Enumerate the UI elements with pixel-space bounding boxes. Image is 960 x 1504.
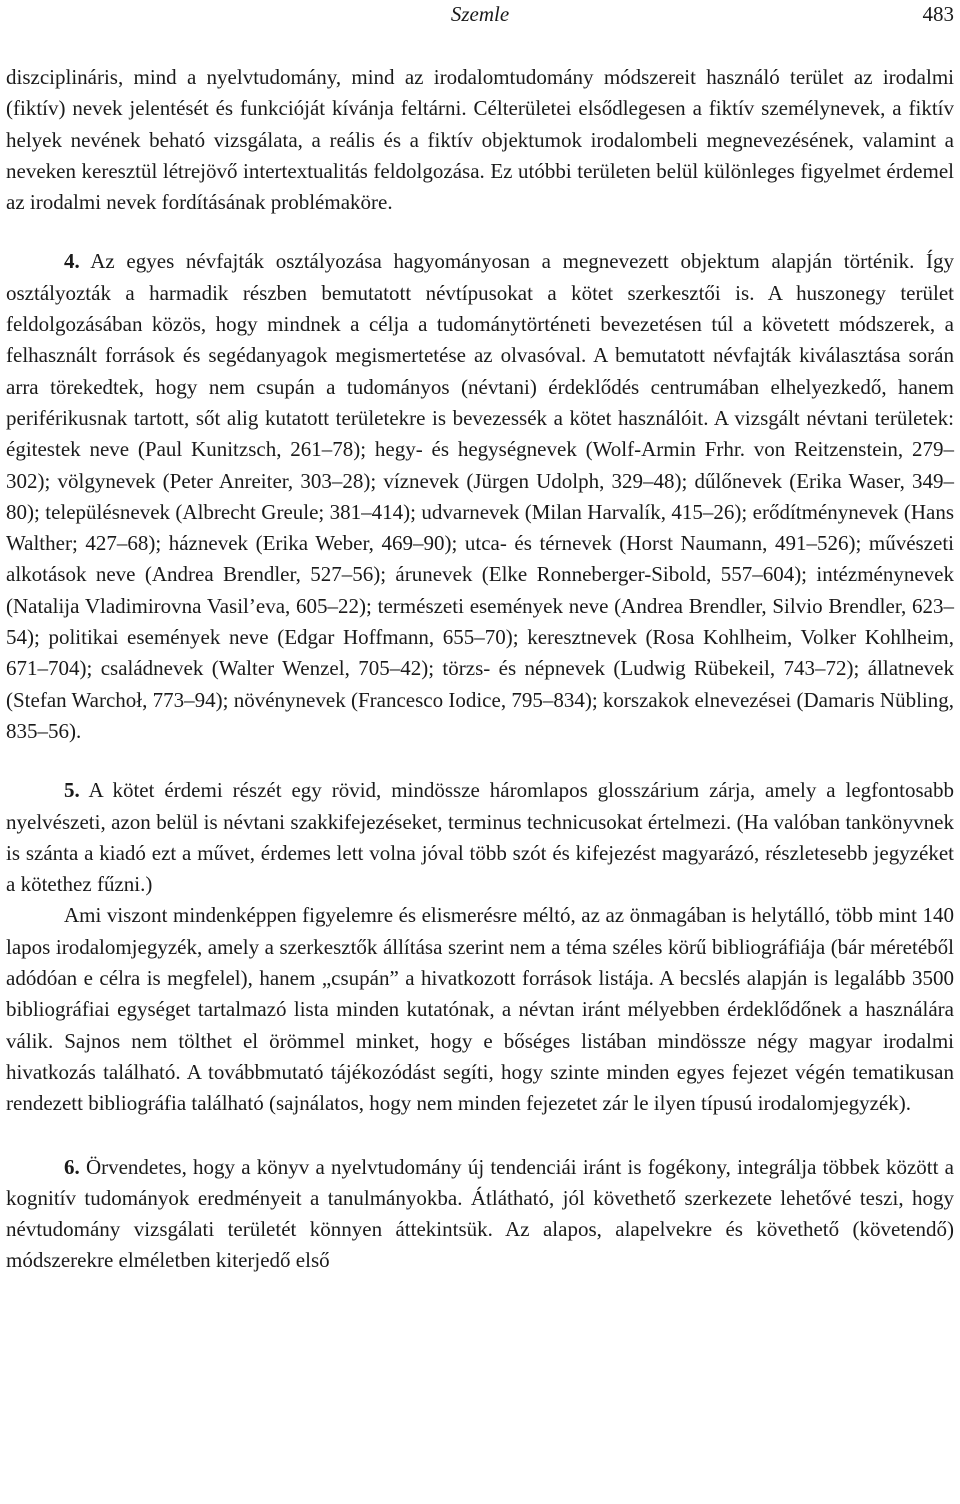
article-body <box>6 62 954 1277</box>
section-number-6: 6. <box>64 1154 80 1179</box>
paragraph-5-text: Örvendetes, hogy a könyv a nyelvtudomány új tendenciái iránt is fogékony, integrálja többek között a kognitív tudományok eredményeit a tanulmányokba. Átlátható, jól követhető szerkezete lehetővé teszi, hogy névtudomány vizsgálati területét könnyen áttekintsük. Az alapos, alapelvekre és követhető (követendő) módszerekre elméletben kiterjedő első <box>6 1154 954 1273</box>
paragraph-5 <box>6 1152 954 1277</box>
paragraph-3 <box>6 775 954 900</box>
section-title: Szemle <box>450 2 510 26</box>
paragraph-1: diszciplináris, mind a nyelvtudomány, mind az irodalomtudomány módszereit használó terület az irodalmi (fiktív) nevek jelentését és funkcióját kívánja feltárni. Célterületei elsődlegesen a fiktív személynevek, a fiktív helyek nevének beható vizsgálata, a reális és a fiktív objektumok irodalombeli megnevezésének, valamint a neveken keresztül létrejövő intertextualitás feldolgozása. Ez utóbbi területen belül különleges figyelmet érdemel az irodalmi nevek fordításának problémaköre. <box>6 65 954 215</box>
paragraph-3-text: A kötet érdemi részét egy rövid, mindössze háromlapos glosszárium zárja, amely a legfontosabb nyelvészeti, azon belül is névtani szakkifejezéseket, terminus technicusokat értelmezi. (Ha valóban tankönyvnek is szánta a kiadó ezt a művet, érdemes lett volna jóval több szót és kifejezést magyarázó, részletesebb jegyzéket a kötethez fűzni.) <box>6 778 954 897</box>
paragraph-spacer <box>6 1120 954 1152</box>
paragraph-4: Ami viszont mindenképpen figyelemre és elismerésre méltó, az az önmagában is helytálló, több mint 140 lapos irodalomjegyzék, amely a szerkesztők állítása szerint nem a téma széles körű bibliográfiája (bár méretéből adódóan e célra is megfelel), hanem „csupán” a hivatkozott források listája. A becslés alapján is legalább 3500 bibliográfiai egységet tartalmazó lista minden kutatónak, a névtan iránt mélyebben érdeklődőnek a használára válik. Sajnos nem tölthet el örömmel minket, hogy e bőséges listában mindössze négy magyar irodalmi hivatkozás található. A továbbmutató tájékozódást segíti, hogy szinte minden egyes fejezet végén tematikusan rendezett bibliográfia található (sajnálatos, hogy nem minden fejezetet zár le ilyen típusú irodalomjegyzék). <box>6 903 954 1116</box>
page-number: 483 <box>922 2 954 26</box>
running-header <box>6 2 954 32</box>
paragraph-2-text: Az egyes névfajták osztályozása hagyományosan a megnevezett objektum alapján történik. Így osztályozták a harmadik részben bemutatott névtípusokat a kötet szerkesztői is. A huszonegy terület feldolgozásában közös, hogy mindnek a célja a tudománytörténeti bevezetésen túl a követett módszerek, a felhasznált források és segédanyagok megismertetése az olvasóval. A bemutatott névfajták kiválasztása során arra törekedtek, hogy nem csupán a tudományos (névtani) érdeklődés centrumában elhelyezkedő, hanem periférikusnak tartott, sőt alig kutatott területekre is bevezessék a kötet használóit. A vizsgált névtani területek: égitestek neve (Paul Kunitzsch, 261–78); hegy- és hegységnevek (Wolf-Armin Frhr. von Reitzenstein, 279–302); völgynevek (Peter Anreiter, 303–28); víznevek (Jürgen Udolph, 329–48); dűlőnevek (Erika Waser, 349–80); településnevek (Albrecht Greule; 381–414); udvarnevek (Milan Harvalík, 415–26); erődítménynevek (Hans Walther; 427–68); háznevek (Erika Weber, 469–90); utca- és térnevek (Horst Naumann, 491–526); művészeti alkotások neve (Andrea Brendler, 527–56); árunevek (Elke Ronneberger-Sibold, 557–604); intézménynevek (Natalija Vladimirovna Vasil’eva, 605–22); természeti események neve (Andrea Brendler, Silvio Brendler, 623–54); politikai események neve (Edgar Hoffmann, 655–70); keresztnevek (Rosa Kohlheim, Volker Kohlheim, 671–704); családnevek (Walter Wenzel, 705–42); törzs- és népnevek (Ludwig Rübekeil, 743–72); állatnevek (Stefan Warchoł, 773–94); növénynevek (Francesco Iodice, 795–834); korszakok elnevezései (Damaris Nübling, 835–56). <box>6 249 954 743</box>
section-number-5: 5. <box>64 778 80 803</box>
section-number-4: 4. <box>64 249 80 274</box>
paragraph-spacer <box>6 218 954 246</box>
paragraph-2 <box>6 246 954 747</box>
paragraph-spacer <box>6 747 954 775</box>
